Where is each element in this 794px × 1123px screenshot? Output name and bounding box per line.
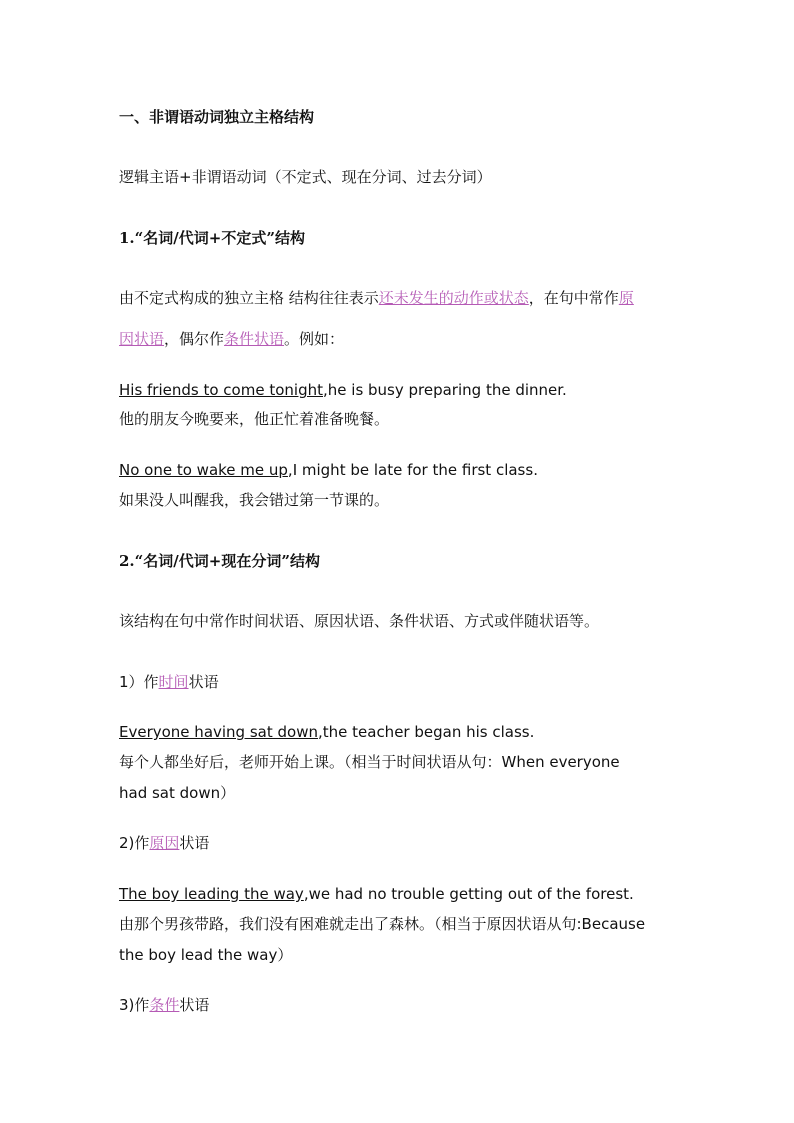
sub1-intro-text-d: 。例如：: [284, 330, 345, 348]
sub2-item-2-label: [119, 833, 209, 853]
example-underlined-phrase: The boy leading the way: [119, 885, 304, 903]
item-suffix: 状语: [188, 673, 219, 691]
sub2-example-2: [119, 884, 634, 904]
sub2-example-2-translation-line-1: 由那个男孩带路，我们没有困难就走出了森林。（相当于原因状语从句:Because: [119, 915, 646, 933]
sub1-example-1: [119, 380, 567, 400]
link-condition-adverbial[interactable]: 条件状语: [224, 330, 285, 348]
subsection-2-heading: 2.“名词/代词+现在分词”结构: [119, 552, 320, 570]
sub1-intro-text-b: ，在句中常作: [528, 289, 619, 307]
sub2-example-1: [119, 722, 534, 742]
example-underlined-phrase: Everyone having sat down: [119, 723, 318, 741]
example-rest: ,I might be late for the first class.: [287, 461, 538, 479]
sub2-intro: 该结构在句中常作时间状语、原因状语、条件状语、方式或伴随状语等。: [119, 612, 600, 630]
subsection-1-heading: 1.“名词/代词+不定式”结构: [119, 229, 305, 247]
sub2-example-1-translation-line-2: had sat down）: [119, 784, 236, 802]
link-reason[interactable]: 原因: [149, 834, 180, 852]
sub2-item-1-label: [119, 672, 219, 692]
item-suffix: 状语: [179, 996, 210, 1014]
sub2-item-3-label: [119, 995, 209, 1015]
sub1-intro-line-2: [119, 329, 344, 349]
link-not-yet-happened[interactable]: 还未发生的动作或状态: [378, 289, 529, 307]
item-prefix: 3)作: [119, 996, 150, 1014]
section-heading: 一、非谓语动词独立主格结构: [119, 108, 315, 126]
example-rest: ,he is busy preparing the dinner.: [323, 381, 567, 399]
sub1-intro-text-c: ，偶尔作: [164, 330, 225, 348]
sub2-example-1-translation-line-1: 每个人都坐好后，老师开始上课。（相当于时间状语从句：When everyone: [119, 753, 620, 771]
example-rest: ,the teacher began his class.: [317, 723, 535, 741]
item-prefix: 1）作: [119, 673, 159, 691]
sub1-intro-line-1: [119, 288, 634, 308]
formula-text: 逻辑主语+非谓语动词（不定式、现在分词、过去分词）: [119, 168, 492, 186]
item-prefix: 2)作: [119, 834, 150, 852]
example-underlined-phrase: His friends to come tonight: [119, 381, 323, 399]
link-time[interactable]: 时间: [158, 673, 189, 691]
sub2-example-2-translation-line-2: the boy lead the way）: [119, 946, 293, 964]
item-suffix: 状语: [179, 834, 210, 852]
sub1-example-1-translation: 他的朋友今晚要来，他正忙着准备晚餐。: [119, 410, 390, 428]
example-rest: ,we had no trouble getting out of the forest.: [303, 885, 634, 903]
link-reason-adverbial-part2[interactable]: 因状语: [119, 330, 165, 348]
link-reason-adverbial-part1[interactable]: 原: [618, 289, 634, 307]
example-underlined-phrase: No one to wake me up: [119, 461, 288, 479]
sub1-example-2: [119, 460, 538, 480]
sub1-intro-text-a: 由不定式构成的独立主格 结构往往表示: [119, 289, 379, 307]
sub1-example-2-translation: 如果没人叫醒我，我会错过第一节课的。: [119, 491, 390, 509]
link-condition[interactable]: 条件: [149, 996, 180, 1014]
